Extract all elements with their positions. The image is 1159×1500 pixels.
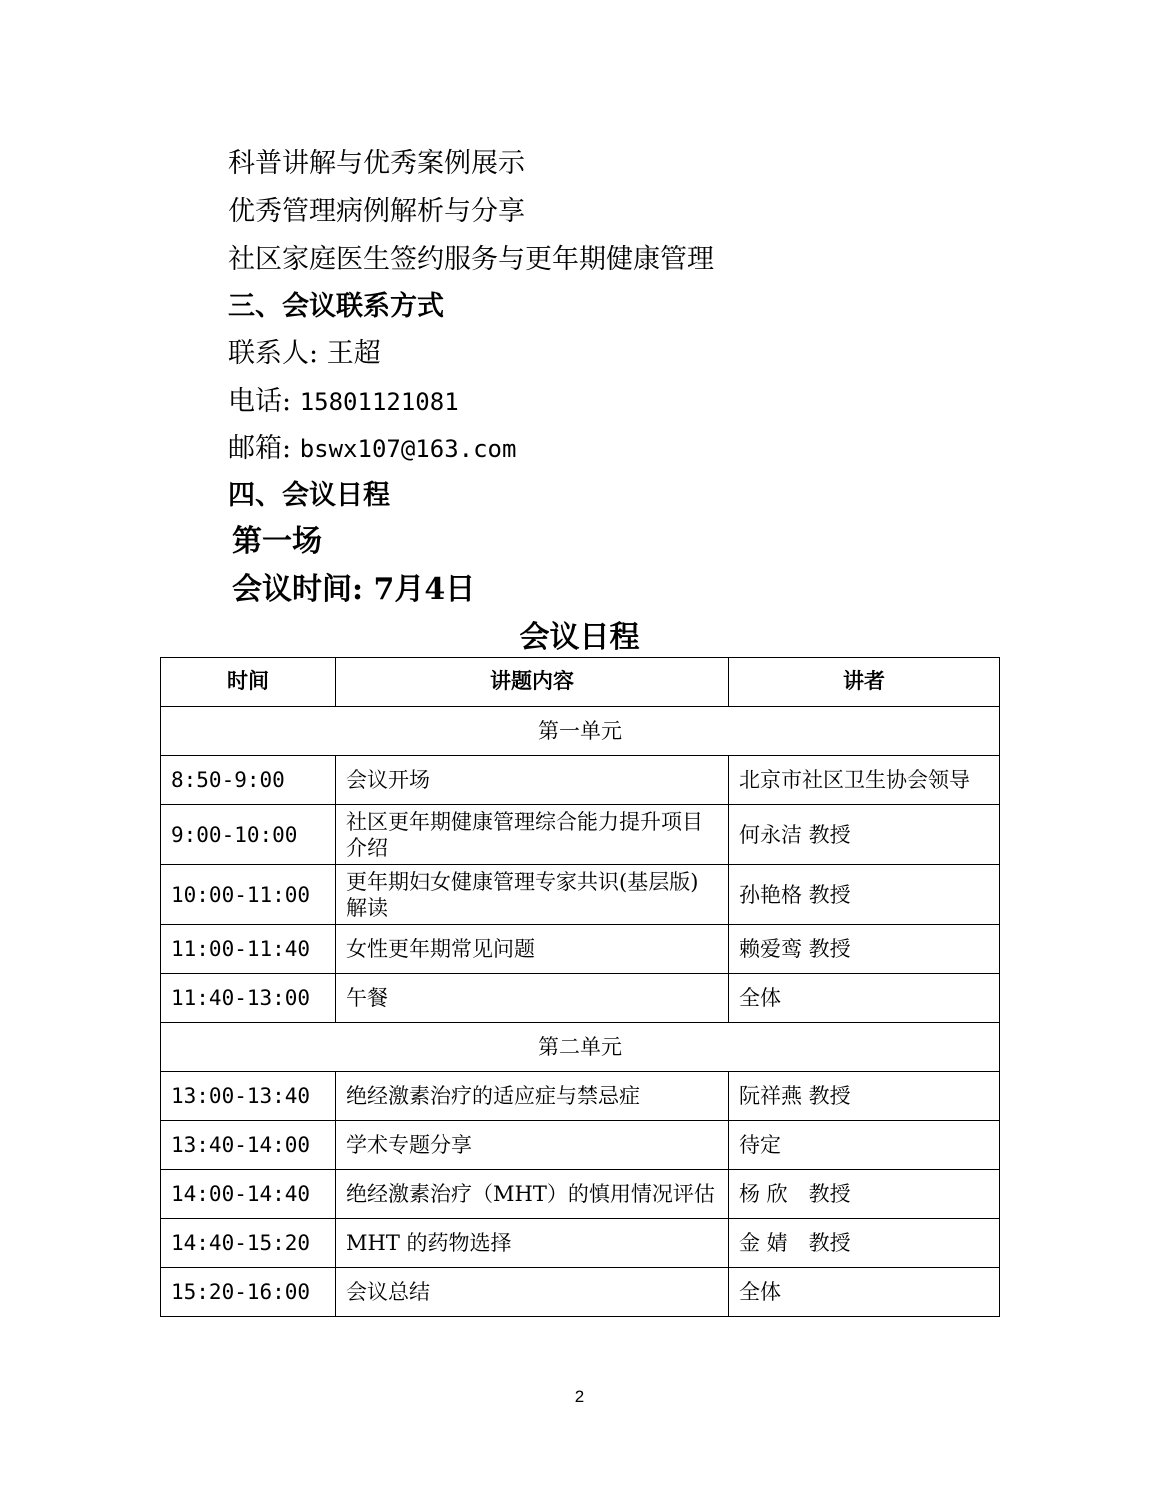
header-speaker: 讲者 — [729, 658, 1000, 707]
cell-time: 13:00-13:40 — [161, 1072, 336, 1121]
table-row — [161, 974, 1000, 1023]
cell-topic: 会议开场 — [336, 756, 729, 805]
contact-person-label: 联系人: — [228, 338, 319, 369]
contact-email-address: bswx107@163.com — [299, 435, 517, 463]
cell-topic: 会议总结 — [336, 1268, 729, 1317]
cell-time: 11:00-11:40 — [161, 925, 336, 974]
cell-speaker: 全体 — [729, 974, 1000, 1023]
table-row — [161, 1219, 1000, 1268]
table-row — [161, 1170, 1000, 1219]
cell-time: 8:50-9:00 — [161, 756, 336, 805]
contact-email — [228, 433, 516, 465]
cell-speaker: 北京市社区卫生协会领导 — [729, 756, 1000, 805]
cell-speaker: 孙艳格 教授 — [729, 865, 1000, 925]
unit-row — [161, 1023, 1000, 1072]
cell-time: 11:40-13:00 — [161, 974, 336, 1023]
unit-row — [161, 707, 1000, 756]
schedule-table-title: 会议日程 — [519, 620, 640, 655]
cell-speaker: 阮祥燕 教授 — [729, 1072, 1000, 1121]
table-row — [161, 1268, 1000, 1317]
unit-1-label: 第一单元 — [161, 707, 1000, 756]
topic-line-1: 科普讲解与优秀案例展示 — [228, 148, 525, 179]
cell-topic: 绝经激素治疗（MHT）的慎用情况评估 — [336, 1170, 729, 1219]
table-row — [161, 1121, 1000, 1170]
schedule-table — [160, 657, 1000, 1317]
cell-topic: 社区更年期健康管理综合能力提升项目介绍 — [336, 805, 729, 865]
table-row — [161, 756, 1000, 805]
cell-topic: MHT 的药物选择 — [336, 1219, 729, 1268]
cell-speaker: 赖爱鸾 教授 — [729, 925, 1000, 974]
cell-topic: 绝经激素治疗的适应症与禁忌症 — [336, 1072, 729, 1121]
table-row — [161, 925, 1000, 974]
table-row — [161, 805, 1000, 865]
unit-2-label: 第二单元 — [161, 1023, 1000, 1072]
contact-phone-number: 15801121081 — [299, 388, 459, 416]
contact-person-name: 王超 — [326, 338, 381, 369]
cell-time: 13:40-14:00 — [161, 1121, 336, 1170]
cell-time: 9:00-10:00 — [161, 805, 336, 865]
agenda-heading: 四、会议日程 — [228, 480, 390, 511]
header-topic: 讲题内容 — [336, 658, 729, 707]
cell-topic: 更年期妇女健康管理专家共识(基层版)解读 — [336, 865, 729, 925]
cell-topic: 午餐 — [336, 974, 729, 1023]
topic-line-3: 社区家庭医生签约服务与更年期健康管理 — [228, 244, 714, 275]
cell-topic: 学术专题分享 — [336, 1121, 729, 1170]
contact-email-label: 邮箱: — [228, 433, 292, 464]
table-row — [161, 865, 1000, 925]
cell-speaker: 待定 — [729, 1121, 1000, 1170]
cell-speaker: 全体 — [729, 1268, 1000, 1317]
contact-phone — [228, 386, 459, 418]
cell-speaker: 杨 欣 教授 — [729, 1170, 1000, 1219]
cell-time: 14:00-14:40 — [161, 1170, 336, 1219]
cell-speaker: 金 婧 教授 — [729, 1219, 1000, 1268]
contact-phone-label: 电话: — [228, 386, 292, 417]
page-number: 2 — [574, 1387, 585, 1406]
topic-line-2: 优秀管理病例解析与分享 — [228, 196, 525, 227]
cell-time: 15:20-16:00 — [161, 1268, 336, 1317]
cell-time: 10:00-11:00 — [161, 865, 336, 925]
meeting-date: 会议时间: 7月4日 — [232, 572, 476, 607]
session-title: 第一场 — [232, 524, 322, 559]
contact-person — [228, 338, 381, 370]
cell-topic: 女性更年期常见问题 — [336, 925, 729, 974]
contact-heading: 三、会议联系方式 — [228, 291, 444, 322]
cell-time: 14:40-15:20 — [161, 1219, 336, 1268]
cell-speaker: 何永洁 教授 — [729, 805, 1000, 865]
table-header-row — [161, 658, 1000, 707]
header-time: 时间 — [161, 658, 336, 707]
table-row — [161, 1072, 1000, 1121]
